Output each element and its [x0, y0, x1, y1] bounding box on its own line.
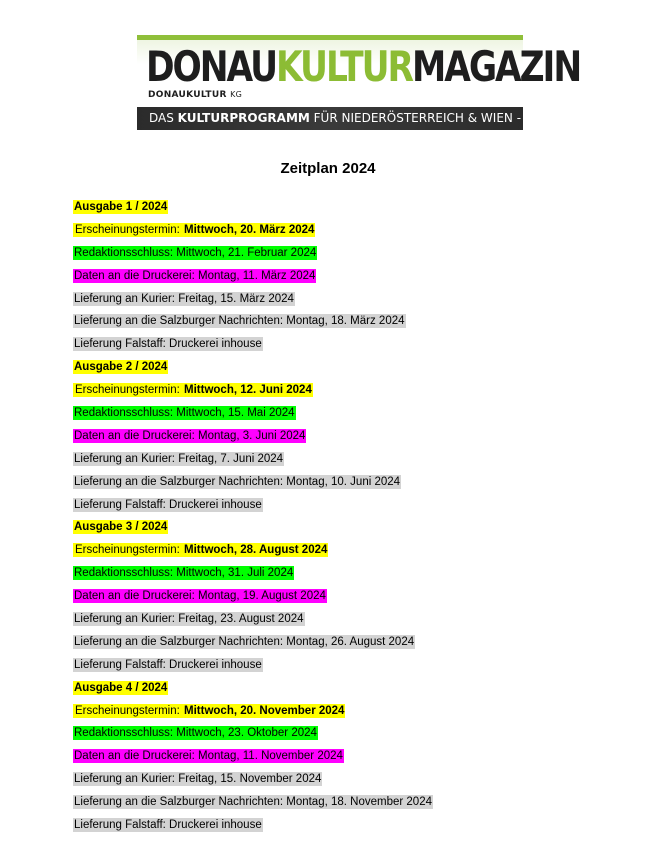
editorial-deadline-line: Redaktionsschluss: Mittwoch, 15. Mai 2024	[74, 407, 295, 420]
logo-word-magazin: MAGAZIN	[411, 42, 581, 91]
page-title: Zeitplan 2024	[280, 160, 376, 177]
editorial-deadline-line: Redaktionsschluss: Mittwoch, 21. Februar 2024	[74, 246, 317, 259]
issue-heading: Ausgabe 3 / 2024	[74, 521, 168, 534]
issue-heading: Ausgabe 2 / 2024	[74, 361, 168, 374]
editorial-deadline-line: Redaktionsschluss: Mittwoch, 23. Oktober 2024	[74, 727, 317, 740]
schedule	[73, 200, 633, 841]
courier-delivery-line: Lieferung an Kurier: Freitag, 15. November 2024	[74, 773, 322, 786]
courier-delivery-line: Lieferung an Kurier: Freitag, 15. März 2024	[74, 292, 294, 305]
sn-delivery-line: Lieferung an die Salzburger Nachrichten: Montag, 18. November 2024	[74, 796, 432, 809]
logo-word-kultur: KULTUR	[276, 42, 412, 91]
logo-tagline-pre: DAS	[149, 111, 178, 125]
logo-company	[148, 90, 242, 100]
release-date-line: Erscheinungstermin: Mittwoch, 12. Juni 2024	[75, 384, 312, 397]
logo-company-suffix: KG	[230, 90, 243, 99]
courier-delivery-line: Lieferung an Kurier: Freitag, 7. Juni 2024	[74, 452, 284, 465]
falstaff-delivery-line: Lieferung Falstaff: Druckerei inhouse	[74, 338, 262, 351]
sn-delivery-line: Lieferung an die Salzburger Nachrichten: Montag, 18. März 2024	[74, 315, 405, 328]
release-date-line: Erscheinungstermin: Mittwoch, 20. März 2024	[75, 223, 315, 236]
print-data-line: Daten an die Druckerei: Montag, 3. Juni 2024	[74, 429, 306, 442]
logo-tagline-post: FÜR NIEDERÖSTERREICH & WIEN -	[309, 111, 522, 125]
magazine-logo	[137, 35, 581, 130]
release-date-line: Erscheinungstermin: Mittwoch, 20. November 2024	[75, 704, 345, 717]
print-data-line: Daten an die Druckerei: Montag, 19. August 2024	[74, 590, 326, 603]
logo-word-donau: DONAU	[146, 42, 277, 91]
release-date-line: Erscheinungstermin: Mittwoch, 28. August 2024	[75, 544, 328, 557]
print-data-line: Daten an die Druckerei: Montag, 11. November 2024	[74, 750, 343, 763]
logo-tagline-bold: KULTURPROGRAMM	[177, 111, 310, 125]
editorial-deadline-line: Redaktionsschluss: Mittwoch, 31. Juli 2024	[74, 567, 294, 580]
falstaff-delivery-line: Lieferung Falstaff: Druckerei inhouse	[74, 658, 262, 671]
print-data-line: Daten an die Druckerei: Montag, 11. März 2024	[74, 269, 316, 282]
falstaff-delivery-line: Lieferung Falstaff: Druckerei inhouse	[74, 498, 262, 511]
issue-heading: Ausgabe 4 / 2024	[74, 681, 168, 694]
courier-delivery-line: Lieferung an Kurier: Freitag, 23. August 2024	[74, 613, 304, 626]
sn-delivery-line: Lieferung an die Salzburger Nachrichten: Montag, 10. Juni 2024	[74, 475, 401, 488]
sn-delivery-line: Lieferung an die Salzburger Nachrichten: Montag, 26. August 2024	[74, 635, 415, 648]
logo-company-name: DONAUKULTUR	[148, 90, 227, 100]
issue-heading: Ausgabe 1 / 2024	[74, 201, 168, 213]
logo-wordmark	[146, 43, 580, 91]
falstaff-delivery-line: Lieferung Falstaff: Druckerei inhouse	[74, 819, 262, 832]
logo-tagline	[137, 107, 523, 130]
